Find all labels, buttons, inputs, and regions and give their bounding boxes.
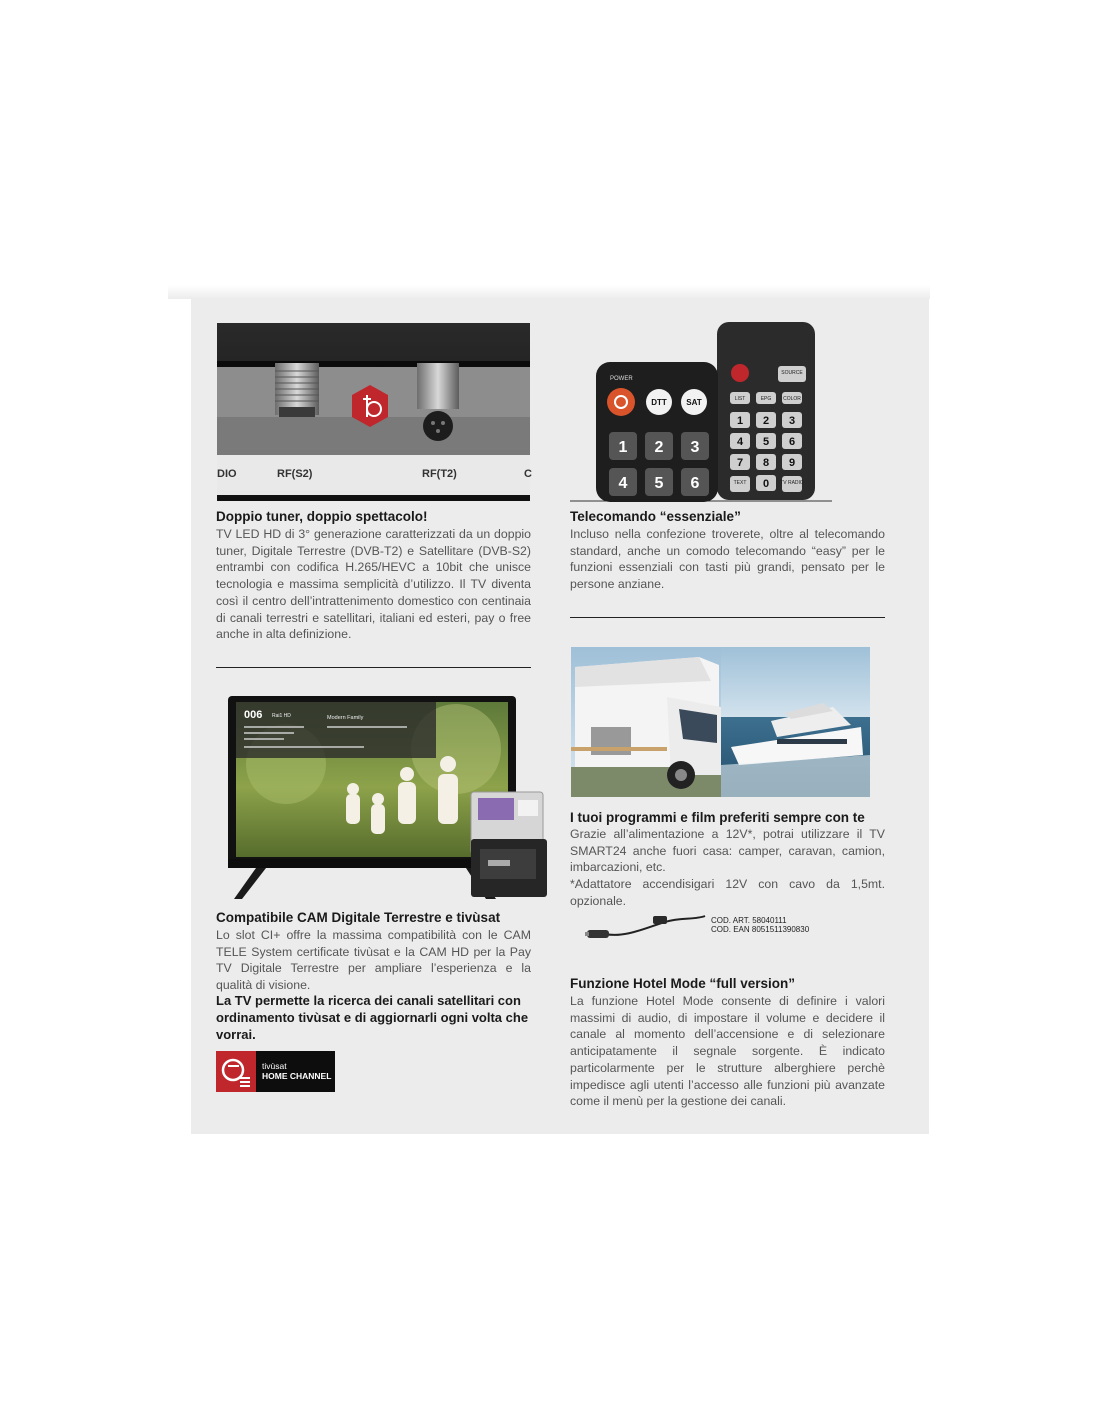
big-remote-key-label: 0: [762, 478, 770, 490]
cam-body: Lo slot CI+ offre la massima compatibilità con le CAM TELE System certificate tivùsat e la CAM HD per la Pay TV Digitale Terrestre per ampliare l’esperienza e la qualità di visione.: [216, 928, 531, 993]
mobile-body: Grazie all’alimentazione a 12V*, potrai utilizzare il TV SMART24 anche fuori casa: camper, caravan, camion, imbarcazioni, etc.: [570, 827, 885, 875]
cam-bold-note: La TV permette la ricerca dei canali satellitari con ordinamento tivùsat e di aggiornarli ogni volta che vorrai.: [216, 993, 529, 1042]
big-remote-function-label: EPG: [760, 396, 772, 402]
tivusat-logo-icon: [216, 1051, 256, 1092]
small-remote-key-label: 1: [618, 439, 628, 456]
small-remote-sat-label: SAT: [686, 398, 702, 407]
big-remote-key-label: 5: [762, 436, 770, 448]
tuner-title: Doppio tuner, doppio spettacolo!: [216, 509, 428, 524]
mobile-note: *Adattatore accendisigari 12V con cavo da 1,5mt. opzionale.: [570, 877, 885, 908]
camper-boat-image: [571, 647, 870, 797]
remote-title: Telecomando “essenziale”: [570, 509, 741, 524]
car-adapter-image: [585, 908, 709, 946]
label-audio: DIO: [217, 468, 237, 480]
remote-controls-illustration: [570, 322, 832, 502]
big-remote-text-label: TEXT: [733, 480, 747, 486]
small-remote-key-label: 4: [618, 475, 628, 492]
tv-channel-number: 006: [244, 709, 263, 721]
big-remote-key-label: 7: [736, 457, 744, 469]
small-remote-power-label: POWER: [610, 376, 633, 382]
remote-body: Incluso nella confezione troverete, oltre al telecomando standard, anche un comodo telecomando “easy” per le funzioni essenziali con tasti più grandi, pensato per le persone anziane.: [570, 527, 885, 592]
label-cut-off: C: [524, 468, 532, 480]
tv-channel-name: Rai1 HD: [272, 713, 291, 719]
divider-left: [216, 667, 531, 668]
big-remote-key-label: 4: [736, 436, 744, 448]
tuner-body: TV LED HD di 3° generazione caratterizzati da un doppio tuner, Digitale Terrestre (DVB-T2) e Satellitare (DVB-S2) entrambi con codifica H.265/HEVC a 10bit che unisce tecnologia e massima semplicità d’utilizzo. Il TV diventa così il centro dell’intrattenimento domestico con centinaia di canali terrestri e satellitari, italiani ed esteri, pay o free anche in alta definizione.: [216, 527, 531, 642]
page-top-fade: [168, 285, 930, 299]
big-remote-key-label: 6: [788, 436, 796, 448]
big-remote-key-label: 2: [762, 415, 770, 427]
label-rf-s2: RF(S2): [277, 468, 313, 480]
small-remote-dtt-label: DTT: [651, 398, 667, 407]
camper-and-yacht-illustration: [571, 647, 870, 797]
big-remote-function-label: LIST: [734, 396, 746, 402]
small-remote-key-label: 5: [654, 475, 664, 492]
big-remote-key-label: 9: [788, 457, 796, 469]
big-remote-key-label: 1: [736, 415, 744, 427]
car-charger-cable-icon: [585, 908, 709, 946]
big-remote-source-label: SOURCE: [781, 370, 803, 376]
mobile-title: I tuoi programmi e film preferiti sempre con te: [570, 810, 865, 825]
badge-line2: HOME CHANNEL: [262, 1071, 332, 1081]
cod-art: COD. ART. 58040111: [711, 916, 787, 925]
tv-with-cam-illustration: [226, 694, 548, 908]
tv-cam-image: [226, 694, 548, 908]
hotel-title: Funzione Hotel Mode “full version”: [570, 976, 796, 991]
divider-right: [570, 617, 885, 618]
tuner-connectors-illustration: [217, 323, 530, 501]
label-rf-t2: RF(T2): [422, 468, 457, 480]
power-button-icon: [731, 364, 749, 382]
big-remote-key-label: 8: [762, 457, 770, 469]
hotel-body: La funzione Hotel Mode consente di definire i valori massimi di audio, di impostare il volume e decidere il canale al momento dell’accensione e di selezionare anticipatamente il segnale sorgente. È indicato particolarmente per le strutture alberghiere perchè impedisce agli utenti l’accesso alle funzioni più avanzate come il menù per la gestione dei canali.: [570, 994, 885, 1109]
small-remote-key-label: 3: [690, 439, 700, 456]
badge-line1: tivùsat: [262, 1061, 287, 1071]
cam-title: Compatibile CAM Digitale Terrestre e tivùsat: [216, 910, 501, 925]
small-remote-key-label: 2: [654, 439, 664, 456]
tivusat-home-channel-badge: [216, 1051, 335, 1092]
big-remote-key-label: 3: [788, 415, 796, 427]
remotes-image: [570, 322, 832, 502]
small-remote-key-label: 6: [690, 475, 700, 492]
cod-ean: COD. EAN 8051511390830: [711, 925, 810, 934]
big-remote-function-label: COLOR: [783, 396, 801, 402]
tv-program-title: Modern Family: [327, 715, 364, 721]
big-remote-tvradio-label: TV RADIO: [780, 480, 804, 486]
small-remote-power-icon: [607, 388, 635, 416]
tuner-connectors-image: [217, 323, 530, 501]
